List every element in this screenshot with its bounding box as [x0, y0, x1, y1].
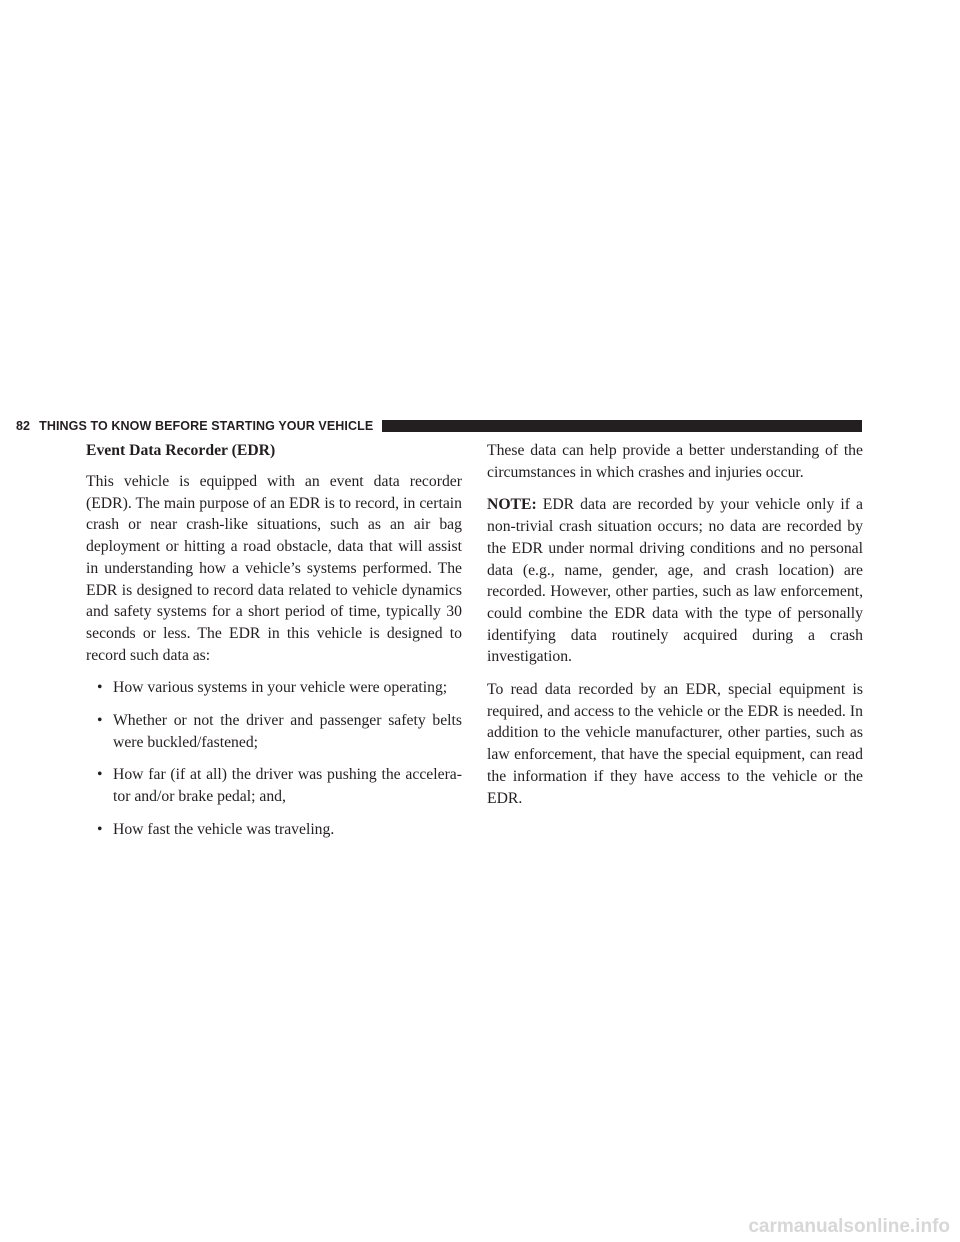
page-header	[16, 418, 862, 434]
left-column	[86, 440, 462, 852]
list-item-text: How various systems in your vehicle were operating;	[113, 679, 448, 697]
list-item	[86, 764, 462, 807]
understanding-paragraph: These data can help provide a better understanding of the circumstances in which crashes and injuries occur.	[487, 442, 863, 481]
bullet-icon: •	[97, 679, 103, 697]
reading-data-paragraph: To read data recorded by an EDR, special equipment is required, and access to the vehicle or the EDR is needed. In addition to the vehicle manufacturer, other parties, such as law enforcement, that have the special equipment, can read the information if they have access to the vehicle or the EDR.	[487, 681, 863, 807]
list-item	[86, 677, 462, 699]
list-item-text: Whether or not the driver and passenger safety belts were buckled/fastened;	[113, 712, 462, 751]
note-paragraph	[487, 494, 863, 668]
list-item	[86, 819, 462, 841]
section-heading: Event Data Recorder (EDR)	[86, 442, 276, 459]
list-item-text: How fast the vehicle was traveling.	[113, 820, 335, 838]
bullet-icon: •	[97, 712, 103, 730]
recorded-data-list	[86, 677, 462, 840]
list-item	[86, 710, 462, 753]
watermark: carmanualsonline.info	[748, 1216, 950, 1237]
section-title: THINGS TO KNOW BEFORE STARTING YOUR VEHICLE	[39, 419, 374, 433]
note-label: NOTE:	[487, 496, 537, 514]
list-item-text: How far (if at all) the driver was pushing the accelerator and/or brake pedal; and,	[113, 766, 462, 806]
header-rule	[382, 420, 862, 432]
intro-paragraph: This vehicle is equipped with an event data recorder (EDR). The main purpose of an EDR is to record, in certain crash or near crash-like situations, such as an air bag deployment or hitting a road obstacle, data that will assist in understanding how a vehicle’s systems performed. The EDR is designed to record data related to vehicle dynamics and safety systems for a short period of time, typically 30 seconds or less. The EDR in this vehicle is designed to record such data as:	[86, 473, 462, 664]
note-text: EDR data are recorded by your vehicle only if a non-trivial crash situation occurs; no data are recorded by the EDR under normal driving conditions and no personal data (e.g., name, gender, age, and crash location) are recorded. However, other parties, such as law enforcement, could combine the EDR data with the type of personally identifying data routinely acquired during a crash investigation.	[487, 496, 863, 666]
bullet-icon: •	[97, 766, 103, 784]
right-column	[487, 440, 863, 820]
page-number: 82	[16, 419, 31, 433]
bullet-icon: •	[97, 820, 103, 838]
